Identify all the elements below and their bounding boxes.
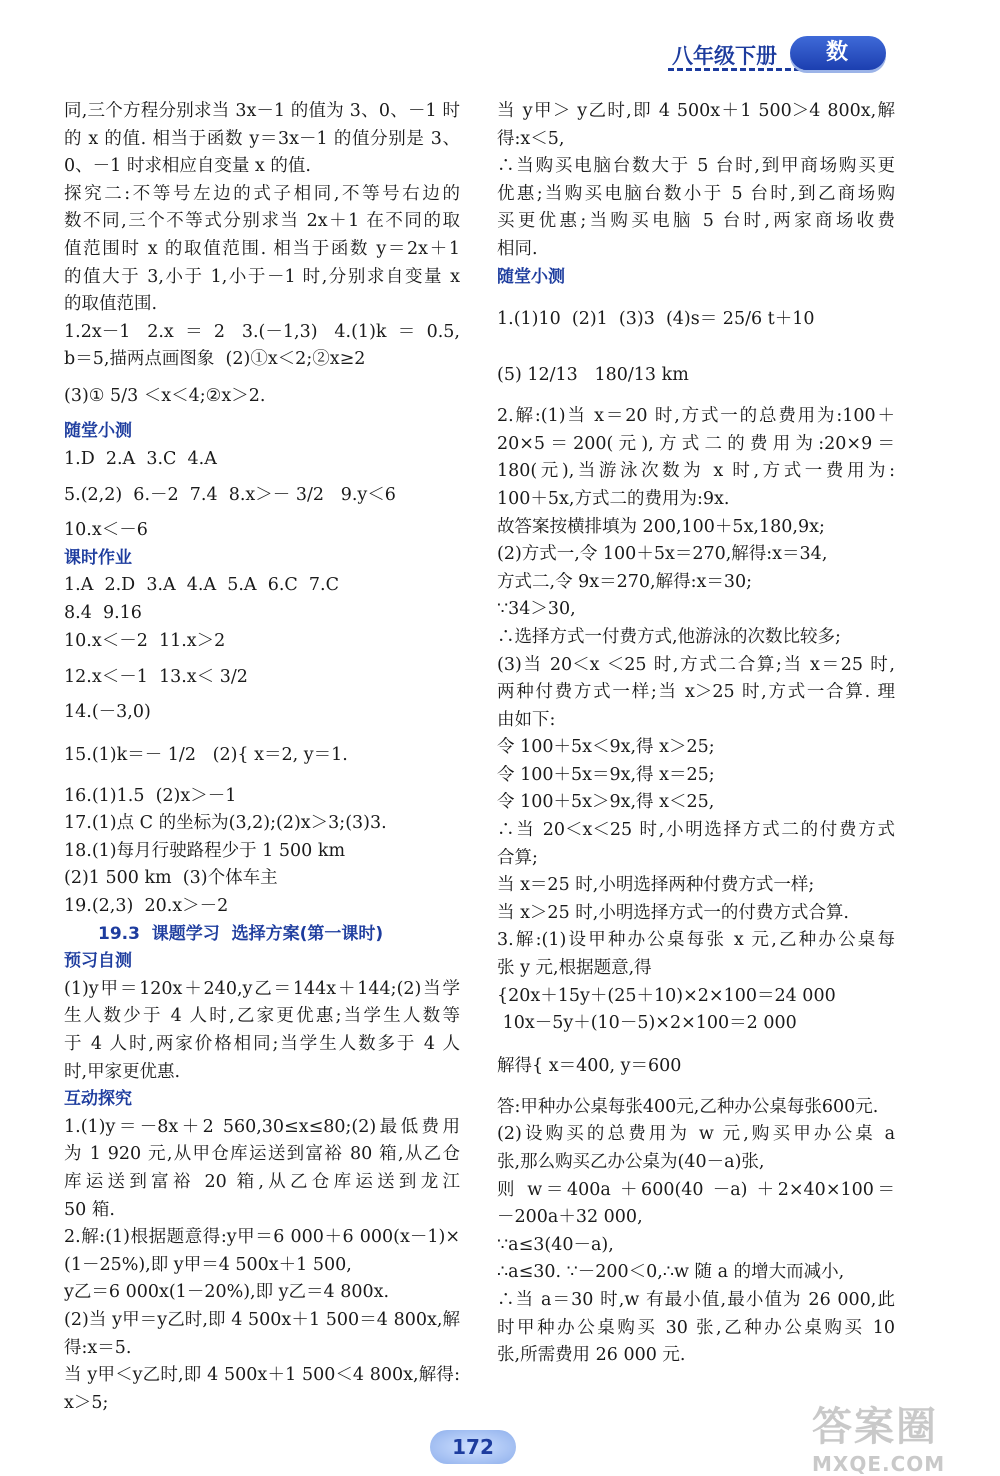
text-line: 合算;: [497, 847, 538, 868]
text-line: 两种付费方式一样;当 x＞25 时,方式一合算. 理: [497, 682, 895, 703]
text-line: 得:x＝5.: [64, 1337, 132, 1358]
text-line: 探究二:不等号左边的式子相同,不等号右边的: [64, 183, 460, 204]
subject-badge: 数 学: [790, 36, 886, 70]
text-line: 10x－5y＋(10－5)×2×100＝2 000: [497, 1013, 797, 1034]
text-line: 0、－1 时求相应自变量 x 的值.: [64, 156, 311, 177]
text-line: 令 100＋5x＞9x,得 x＜25,: [497, 792, 715, 813]
text-line: 优惠;当购买电脑台数小于 5 台时,到乙商场购: [497, 183, 895, 204]
text-line: ∵34＞30,: [497, 599, 576, 620]
left-column: [64, 98, 460, 1417]
text-line: ∴当购买电脑台数大于 5 台时,到甲商场购买更: [497, 156, 895, 177]
text-line: 张,那么购买乙办公桌为(40－a)张,: [497, 1152, 765, 1172]
text-line: 于 4 人时,两家价格相同;当学生人数多于 4 人: [64, 1034, 460, 1055]
text-line: 张,所需费用 26 000 元.: [497, 1345, 686, 1366]
page-number: 172: [430, 1430, 516, 1464]
text-line: 2.解:(1)根据题意得:y甲＝6 000＋6 000(x－1)×: [64, 1227, 460, 1248]
text-line: 1.A 2.D 3.A 4.A 5.A 6.C 7.C: [64, 575, 339, 596]
text-line: 15.(1)k＝－ 1/2 (2){ x＝2, y＝1.: [64, 744, 348, 765]
text-line: 18.(1)每月行驶路程少于 1 500 km: [64, 840, 346, 861]
page-header: [650, 34, 900, 99]
text-line: －200a＋32 000,: [497, 1207, 643, 1228]
text-line: 当 x＞25 时,小明选择方式一的付费方式合算.: [497, 902, 849, 923]
text-line: 180(元),当游泳次数为 x 时,方式一费用为:: [497, 461, 895, 482]
text-line: ∴选择方式一付费方式,他游泳的次数比较多;: [497, 626, 841, 647]
text-line: 则 w＝400a ＋600(40 －a) ＋2×40×100＝: [497, 1179, 895, 1200]
text-line: 1.(1)10 (2)1 (3)3 (4)s＝ 25/6 t＋10: [497, 309, 815, 330]
text-line: 数不同,三个不等式分别求当 2x＋1 在不同的取: [64, 211, 460, 232]
text-line: 为 1 920 元,从甲仓库运送到富裕 80 箱,从乙仓: [64, 1144, 460, 1165]
text-line: (2)设购买的总费用为 w 元,购买甲办公桌 a: [497, 1124, 895, 1145]
text-line: b＝5,描两点画图象 (2)①x＜2;②x≥2: [64, 349, 366, 370]
text-line: (1－25%),即 y甲＝4 500x＋1 500,: [64, 1254, 352, 1275]
text-line: 8.4 9.16: [64, 602, 142, 623]
text-line: {20x＋15y＋(25＋10)×2×100＝24 000: [497, 985, 836, 1006]
text-line: 当 y甲＞ y乙时,即 4 500x＋1 500＞4 800x,解: [497, 101, 895, 121]
text-line: 1.D 2.A 3.C 4.A: [64, 448, 217, 469]
text-line: 的值大于 3,小于 1,小于－1 时,分别求自变量 x: [64, 266, 460, 287]
text-line: 5.(2,2) 6.－2 7.4 8.x＞－ 3/2 9.y＜6: [64, 485, 396, 506]
text-line: 张 y 元,根据题意,得: [497, 958, 652, 979]
text-line: 故答案按横排填为 200,100＋5x,180,9x;: [497, 516, 825, 537]
text-line: ∵a≤3(40－a),: [497, 1234, 614, 1255]
text-line: y乙＝6 000x(1－20%),即 y乙＝4 800x.: [64, 1282, 390, 1303]
text-line: 方式二,令 9x＝270,解得:x＝30;: [497, 571, 753, 592]
text-line: 得:x＜5,: [497, 128, 565, 149]
text-line: 时甲种办公桌购买 30 张,乙种办公桌购买 10: [497, 1317, 895, 1338]
text-line: (5) 12/13 180/13 km: [497, 365, 689, 386]
text-line: 生人数少于 4 人时,乙家更优惠;当学生人数等: [64, 1006, 460, 1027]
text-line: 当 x＝25 时,小明选择两种付费方式一样;: [497, 875, 815, 896]
text-line: (2)当 y甲＝y乙时,即 4 500x＋1 500＝4 800x,解: [64, 1309, 460, 1330]
watermark-url: MXQE.COM: [812, 1452, 946, 1476]
text-line: 由如下:: [497, 709, 556, 730]
text-line: 令 100＋5x＜9x,得 x＞25;: [497, 737, 715, 758]
text-line: 值范围时 x 的取值范围. 相当于函数 y＝2x＋1: [64, 238, 460, 259]
text-line: 10.x＜－2 11.x＞2: [64, 630, 226, 651]
section-heading: 互动探究: [64, 1089, 132, 1110]
text-line: (3)当 20＜x ＜25 时,方式二合算;当 x＝25 时,: [497, 654, 895, 675]
text-line: (2)方式一,令 100＋5x＝270,解得:x＝34,: [497, 544, 828, 565]
text-line: 解得{ x＝400, y＝600: [497, 1055, 682, 1076]
text-line: (3)① 5/3 ＜x＜4;②x＞2.: [64, 385, 266, 406]
text-line: 100＋5x,方式二的费用为:9x.: [497, 488, 730, 509]
header-divider: [668, 68, 818, 71]
text-line: 相同.: [497, 238, 538, 259]
watermark-text: 答案圈: [812, 1404, 938, 1450]
text-line: 50 箱.: [64, 1199, 115, 1220]
grade-label: 八年级下册: [672, 44, 777, 68]
text-line: 19.(2,3) 20.x＞－2: [64, 896, 229, 917]
text-line: 答:甲种办公桌每张400元,乙种办公桌每张600元.: [497, 1096, 879, 1117]
text-line: 10.x＜－6: [64, 520, 148, 541]
text-line: ∴当 a＝30 时,w 有最小值,最小值为 26 000,此: [497, 1289, 895, 1310]
text-line: 16.(1)1.5 (2)x＞－1: [64, 785, 237, 806]
right-column: [497, 98, 895, 1370]
text-line: 1.2x－1 2.x＝2 3.(－1,3) 4.(1)k＝0.5,: [64, 321, 460, 342]
section-heading: 课时作业: [64, 547, 132, 568]
text-line: (2)1 500 km (3)个体车主: [64, 868, 278, 889]
text-line: 14.(－3,0): [64, 702, 151, 723]
text-line: 3.解:(1)设甲种办公桌每张 x 元,乙种办公桌每: [497, 930, 895, 951]
text-line: ∴当 20＜x＜25 时,小明选择方式二的付费方式: [497, 820, 895, 841]
section-heading: 随堂小测: [64, 420, 132, 441]
watermark-logo: [812, 1395, 998, 1476]
text-line: ∴a≤30. ∵－200＜0,∴w 随 a 的增大而减小,: [497, 1262, 845, 1283]
text-line: 12.x＜－1 13.x＜ 3/2: [64, 667, 248, 688]
section-heading: 19.3 课题学习 选择方案(第一课时): [98, 923, 384, 944]
section-heading: 预习自测: [64, 951, 132, 972]
text-line: x＞5;: [64, 1392, 109, 1413]
text-line: 库运送到富裕 20 箱,从乙仓库运送到龙江: [64, 1172, 460, 1192]
text-line: 1.(1)y＝－8x＋2 560,30≤x≤80;(2)最低费用: [64, 1116, 460, 1137]
text-line: 时,甲家更优惠.: [64, 1061, 181, 1082]
section-heading: 随堂小测: [497, 266, 565, 287]
text-line: 买更优惠;当购买电脑 5 台时,两家商场收费: [497, 211, 895, 232]
text-line: 的取值范围.: [64, 294, 158, 315]
text-line: 2.解:(1)当 x＝20 时,方式一的总费用为:100＋: [497, 406, 895, 427]
text-line: 当 y甲＜y乙时,即 4 500x＋1 500＜4 800x,解得:: [64, 1365, 460, 1386]
text-line: 的 x 的值. 相当于函数 y＝3x－1 的值分别是 3、: [64, 128, 460, 149]
text-line: (1)y甲＝120x＋240,y乙＝144x＋144;(2)当学: [64, 978, 460, 999]
text-line: 17.(1)点 C 的坐标为(3,2);(2)x＞3;(3)3.: [64, 813, 387, 834]
text-line: 20×5＝200(元),方式二的费用为:20×9＝: [497, 433, 895, 454]
text-line: 同,三个方程分别求当 3x－1 的值为 3、0、－1 时: [64, 101, 460, 121]
text-line: 令 100＋5x＝9x,得 x＝25;: [497, 764, 715, 785]
